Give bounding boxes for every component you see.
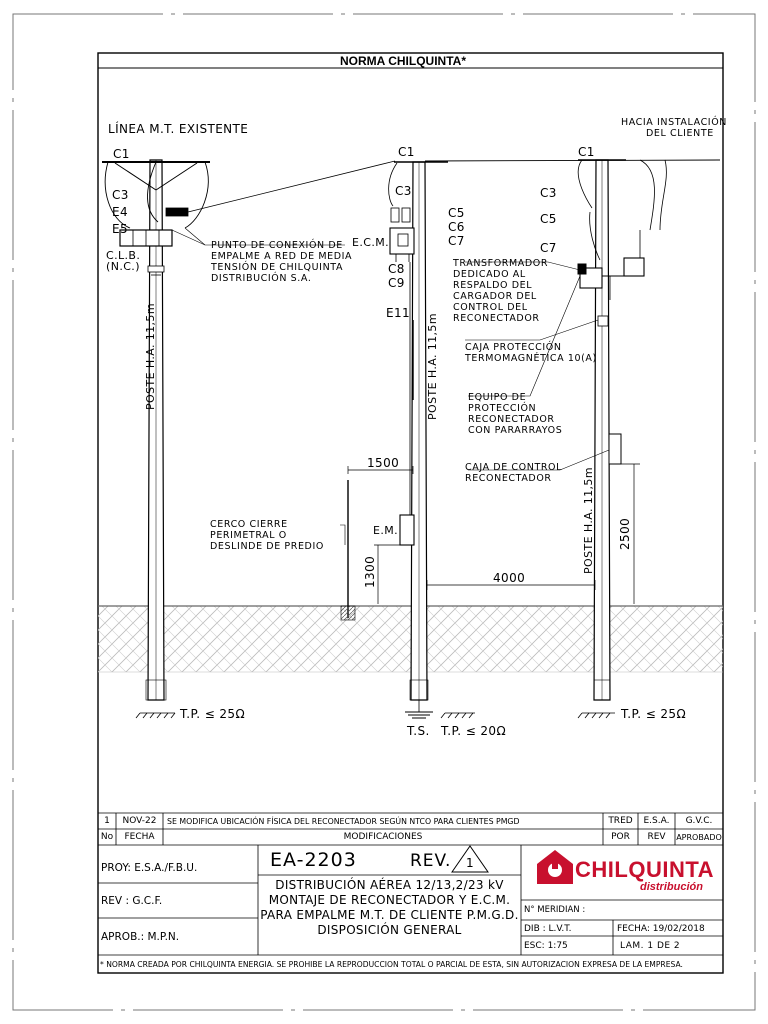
label-c3-pole1: C3 — [112, 188, 129, 202]
tb-esc: ESC: 1:75 — [524, 940, 568, 951]
label-c7-pole2: C7 — [448, 234, 465, 248]
tb-dib: DIB : L.V.T. — [524, 923, 572, 934]
label-e4: E4 — [112, 205, 129, 219]
rev-row-rev: E.S.A. — [643, 816, 670, 826]
rev-row-aprobado: G.V.C. — [685, 816, 713, 826]
label-em: E.M. — [373, 524, 399, 537]
earth-symbol-3 — [578, 713, 615, 718]
tb-aprob: APROB.: M.P.N. — [101, 931, 180, 943]
note-caja-proteccion: CAJA PROTECCIÓN TERMOMAGNÉTICA 10(A) — [465, 342, 597, 364]
rev-row-modificacion: SE MODIFICA UBICACIÓN FÍSICA DEL RECONECTADOR SEGÚN NTCO PARA CLIENTES PMGD — [167, 816, 520, 826]
dim-4000: 4000 — [493, 571, 526, 585]
brand-logo-icon — [537, 850, 573, 884]
rev-header-rev: REV — [647, 832, 666, 842]
brand-name: CHILQUINTA — [575, 857, 715, 882]
dim-1500: 1500 — [367, 456, 400, 470]
rev-row-fecha: NOV-22 — [122, 816, 157, 826]
rev-header-fecha: FECHA — [124, 832, 155, 842]
brand-subtitle: distribución — [640, 881, 703, 893]
label-c7-pole3: C7 — [540, 241, 557, 255]
footer-note: * NORMA CREADA POR CHILQUINTA ENERGIA. SE PROHIBE LA REPRODUCCION TOTAL O PARCIAL DE ESTA, SIN AUTORIZACION EXPRESA DE LA EMPRESA. — [100, 959, 683, 969]
rev-header-modificaciones: MODIFICACIONES — [343, 832, 423, 842]
label-tp-pole1: T.P. ≤ 25Ω — [180, 707, 246, 721]
note-transformador: TRANSFORMADOR DEDICADO AL RESPALDO DEL CARGADOR DEL CONTROL DEL RECONECTADOR — [453, 258, 549, 324]
dim-1300: 1300 — [363, 555, 377, 588]
dim-2500: 2500 — [618, 517, 632, 550]
tb-description: DISTRIBUCIÓN AÉREA 12/13,2/23 kV MONTAJE DE RECONECTADOR Y E.C.M. PARA EMPALME M.T. DE CLIENTE P.M.G.D. DISPOSICIÓN GENERAL — [260, 878, 519, 937]
label-e5: E5 — [112, 222, 129, 236]
label-c3-pole3: C3 — [540, 186, 557, 200]
note-punto-conexion: PUNTO DE CONEXIÓN DE EMPALME A RED DE MEDIA TENSIÓN DE CHILQUINTA DISTRIBUCIÓN S.A. — [211, 240, 353, 284]
ground-hatch — [98, 606, 723, 672]
tb-drawing-code: EA-2203 — [270, 849, 357, 871]
label-tp-pole3: T.P. ≤ 25Ω — [621, 707, 687, 721]
label-poste-2: POSTE H.A. 11,5m — [426, 313, 439, 420]
rev-header-no: No — [100, 832, 114, 842]
label-linea: LÍNEA M.T. EXISTENTE — [108, 122, 249, 136]
label-clb: C.L.B. — [106, 249, 141, 262]
earth-symbol-1 — [136, 713, 175, 718]
label-c8: C8 — [388, 262, 405, 276]
tb-rev-number: 1 — [466, 856, 474, 870]
label-nc: (N.C.) — [106, 260, 140, 273]
label-c5-pole2: C5 — [448, 206, 465, 220]
tb-rev-label: REV. — [410, 851, 452, 871]
label-e11: E11 — [386, 306, 411, 320]
rev-row-no: 1 — [104, 816, 110, 826]
label-c6-pole2: C6 — [448, 220, 465, 234]
tb-rev: REV : G.C.F. — [101, 895, 163, 907]
label-hacia-1: HACIA INSTALACIÓN — [621, 117, 727, 128]
label-c1-pole2: C1 — [398, 145, 415, 159]
rev-header-aprobado: APROBADO — [676, 832, 722, 842]
note-cerco: CERCO CIERRE PERIMETRAL O DESLINDE DE PREDIO — [210, 519, 324, 552]
label-ts: T.S. — [407, 724, 430, 738]
label-tp-pole2: T.P. ≤ 20Ω — [441, 724, 507, 738]
label-ecm: E.C.M. — [352, 236, 390, 249]
rev-row-por: TRED — [608, 816, 633, 826]
label-poste-3: POSTE H.A. 11,5m — [582, 467, 595, 574]
conductor-2-3 — [425, 160, 720, 161]
label-c5-pole3: C5 — [540, 212, 557, 226]
tb-lamina: LAM. 1 DE 2 — [620, 940, 681, 951]
label-c1-pole3: C1 — [578, 145, 595, 159]
label-c3-pole2: C3 — [395, 184, 412, 198]
tb-fecha: FECHA: 19/02/2018 — [617, 923, 705, 934]
tb-proy: PROY: E.S.A./F.B.U. — [101, 862, 198, 874]
note-caja-control: CAJA DE CONTROL RECONECTADOR — [465, 462, 563, 484]
tb-meridian: N° MERIDIAN : — [524, 905, 586, 915]
label-c9: C9 — [388, 276, 405, 290]
label-c1-pole1: C1 — [113, 147, 130, 161]
drawing-title: NORMA CHILQUINTA* — [340, 54, 466, 68]
earth-symbol-2 — [441, 713, 475, 718]
rev-header-por: POR — [611, 832, 630, 842]
note-equipo: EQUIPO DE PROTECCIÓN RECONECTADOR CON PARARRAYOS — [468, 392, 563, 436]
label-poste-1: POSTE H.A. 11,5m — [144, 303, 157, 410]
label-hacia-2: DEL CLIENTE — [646, 128, 714, 139]
